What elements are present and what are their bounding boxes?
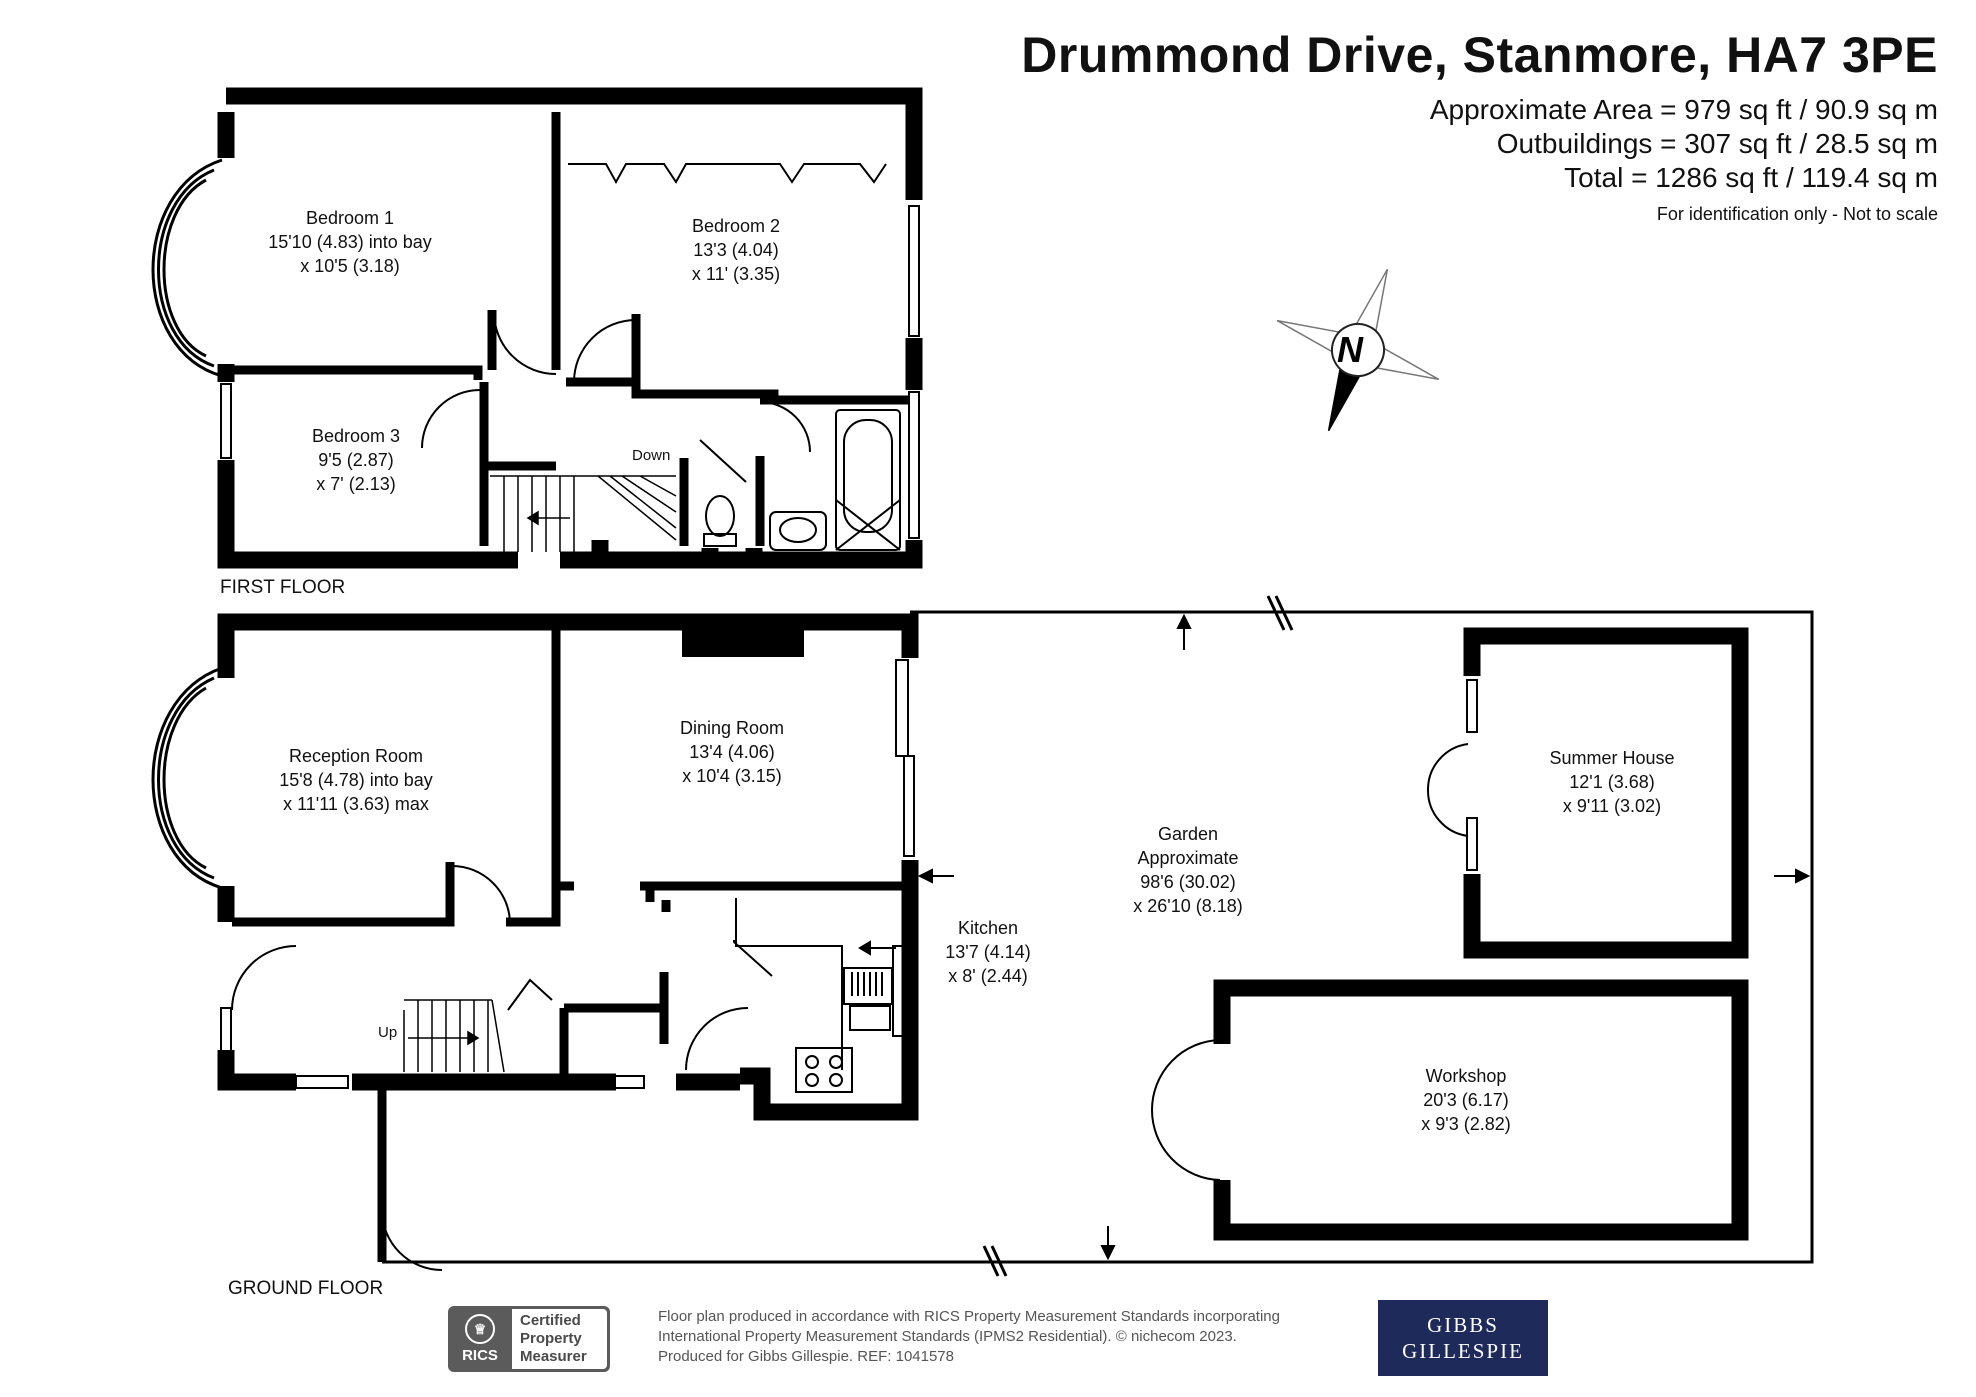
lion-icon: ♕ — [465, 1314, 495, 1344]
rics-logo — [448, 1306, 512, 1372]
room-dimension: x 11'11 (3.63) max — [283, 794, 429, 814]
room-name: Workshop — [1425, 1066, 1507, 1086]
brand-line: GILLESPIE — [1402, 1339, 1524, 1363]
room-label-bedroom3 — [312, 424, 400, 496]
room-label-bedroom1 — [268, 206, 432, 278]
room-label-bedroom2 — [692, 214, 780, 286]
room-dimension: 13'4 (4.06) — [689, 742, 775, 762]
footer-disclaimer — [658, 1307, 1280, 1367]
ground-floor-interior-walls — [232, 620, 910, 1262]
stairs-down-label: Down — [632, 447, 671, 464]
ground-floor-label: GROUND FLOOR — [228, 1278, 384, 1299]
room-dimension: x 8' (2.44) — [948, 966, 1028, 986]
room-label-kitchen — [945, 916, 1031, 988]
brand-line: GIBBS — [1427, 1313, 1499, 1337]
room-name: Approximate — [1137, 848, 1239, 868]
first-floor-stairs — [490, 476, 676, 552]
bay-window-bedroom1 — [153, 160, 222, 376]
approximate-area: Approximate Area = 979 sq ft / 90.9 sq m — [1429, 94, 1938, 125]
room-dimension: 15'10 (4.83) into bay — [268, 232, 432, 252]
garden-arrows — [920, 616, 1808, 1258]
room-dimension: 15'8 (4.78) into bay — [279, 770, 433, 790]
property-address-title: Drummond Drive, Stanmore, HA7 3PE — [1021, 27, 1938, 83]
ground-floor-stairs — [404, 1000, 504, 1072]
rics-certified-badge — [448, 1306, 610, 1372]
room-dimension: 13'3 (4.04) — [693, 240, 779, 260]
bay-window-reception — [153, 668, 222, 888]
room-name: Garden — [1157, 824, 1219, 844]
room-name: Dining Room — [679, 718, 785, 738]
ground-floor-door-swings — [232, 866, 772, 1270]
room-dimension: x 10'5 (3.18) — [300, 256, 400, 276]
rics-line: Measurer — [520, 1348, 587, 1365]
room-name: Reception Room — [288, 746, 424, 766]
room-dimension: x 9'3 (2.82) — [1421, 1114, 1511, 1134]
room-name: Kitchen — [957, 918, 1019, 938]
first-floor-label: FIRST FLOOR — [220, 577, 346, 598]
rics-mark: RICS — [462, 1347, 498, 1364]
room-dimension: 12'1 (3.68) — [1569, 772, 1655, 792]
room-dimension: 98'6 (30.02) — [1140, 872, 1236, 892]
rics-line: Property — [520, 1330, 582, 1347]
room-label-workshop — [1421, 1064, 1510, 1136]
room-name: Bedroom 3 — [311, 426, 401, 446]
rics-certified-text — [512, 1309, 607, 1369]
room-dimension: x 10'4 (3.15) — [682, 766, 782, 786]
summer-house-windows-doors — [1428, 680, 1477, 870]
wardrobe-doors — [568, 164, 886, 182]
footer-line: Floor plan produced in accordance with RICS Property Measurement Standards incorporating — [658, 1308, 1280, 1325]
bathroom-fixtures — [704, 410, 900, 550]
room-dimension: 20'3 (6.17) — [1423, 1090, 1509, 1110]
room-label-reception — [279, 744, 433, 816]
footer-line: International Property Measurement Standards (IPMS2 Residential). © nichecom 2023. — [658, 1328, 1237, 1345]
outbuildings-area: Outbuildings = 307 sq ft / 28.5 sq m — [1496, 128, 1938, 159]
footer-line: Produced for Gibbs Gillespie. REF: 1041578 — [658, 1348, 954, 1365]
total-area: Total = 1286 sq ft / 119.4 sq m — [1564, 162, 1938, 193]
room-name: Bedroom 2 — [691, 216, 781, 236]
kitchen-fittings — [736, 898, 896, 1092]
room-label-summer-house — [1549, 746, 1674, 818]
room-label-garden — [1133, 822, 1243, 918]
room-label-dining — [680, 716, 784, 788]
scale-disclaimer: For identification only - Not to scale — [1656, 204, 1938, 224]
room-dimension: x 7' (2.13) — [316, 474, 396, 494]
gibbs-gillespie-logo — [1378, 1300, 1548, 1376]
stairs-up-label: Up — [378, 1024, 398, 1041]
room-dimension: 9'5 (2.87) — [318, 450, 394, 470]
room-dimension: x 11' (3.35) — [691, 264, 781, 284]
room-dimension: 13'7 (4.14) — [945, 942, 1031, 962]
garden-boundary — [382, 596, 1812, 1276]
rics-line: Certified — [520, 1312, 581, 1329]
room-name: Bedroom 1 — [305, 208, 395, 228]
room-name: Summer House — [1549, 748, 1675, 768]
compass-north-label: N — [1337, 329, 1363, 370]
room-dimension: x 9'11 (3.02) — [1562, 796, 1662, 816]
room-dimension: x 26'10 (8.18) — [1133, 896, 1243, 916]
